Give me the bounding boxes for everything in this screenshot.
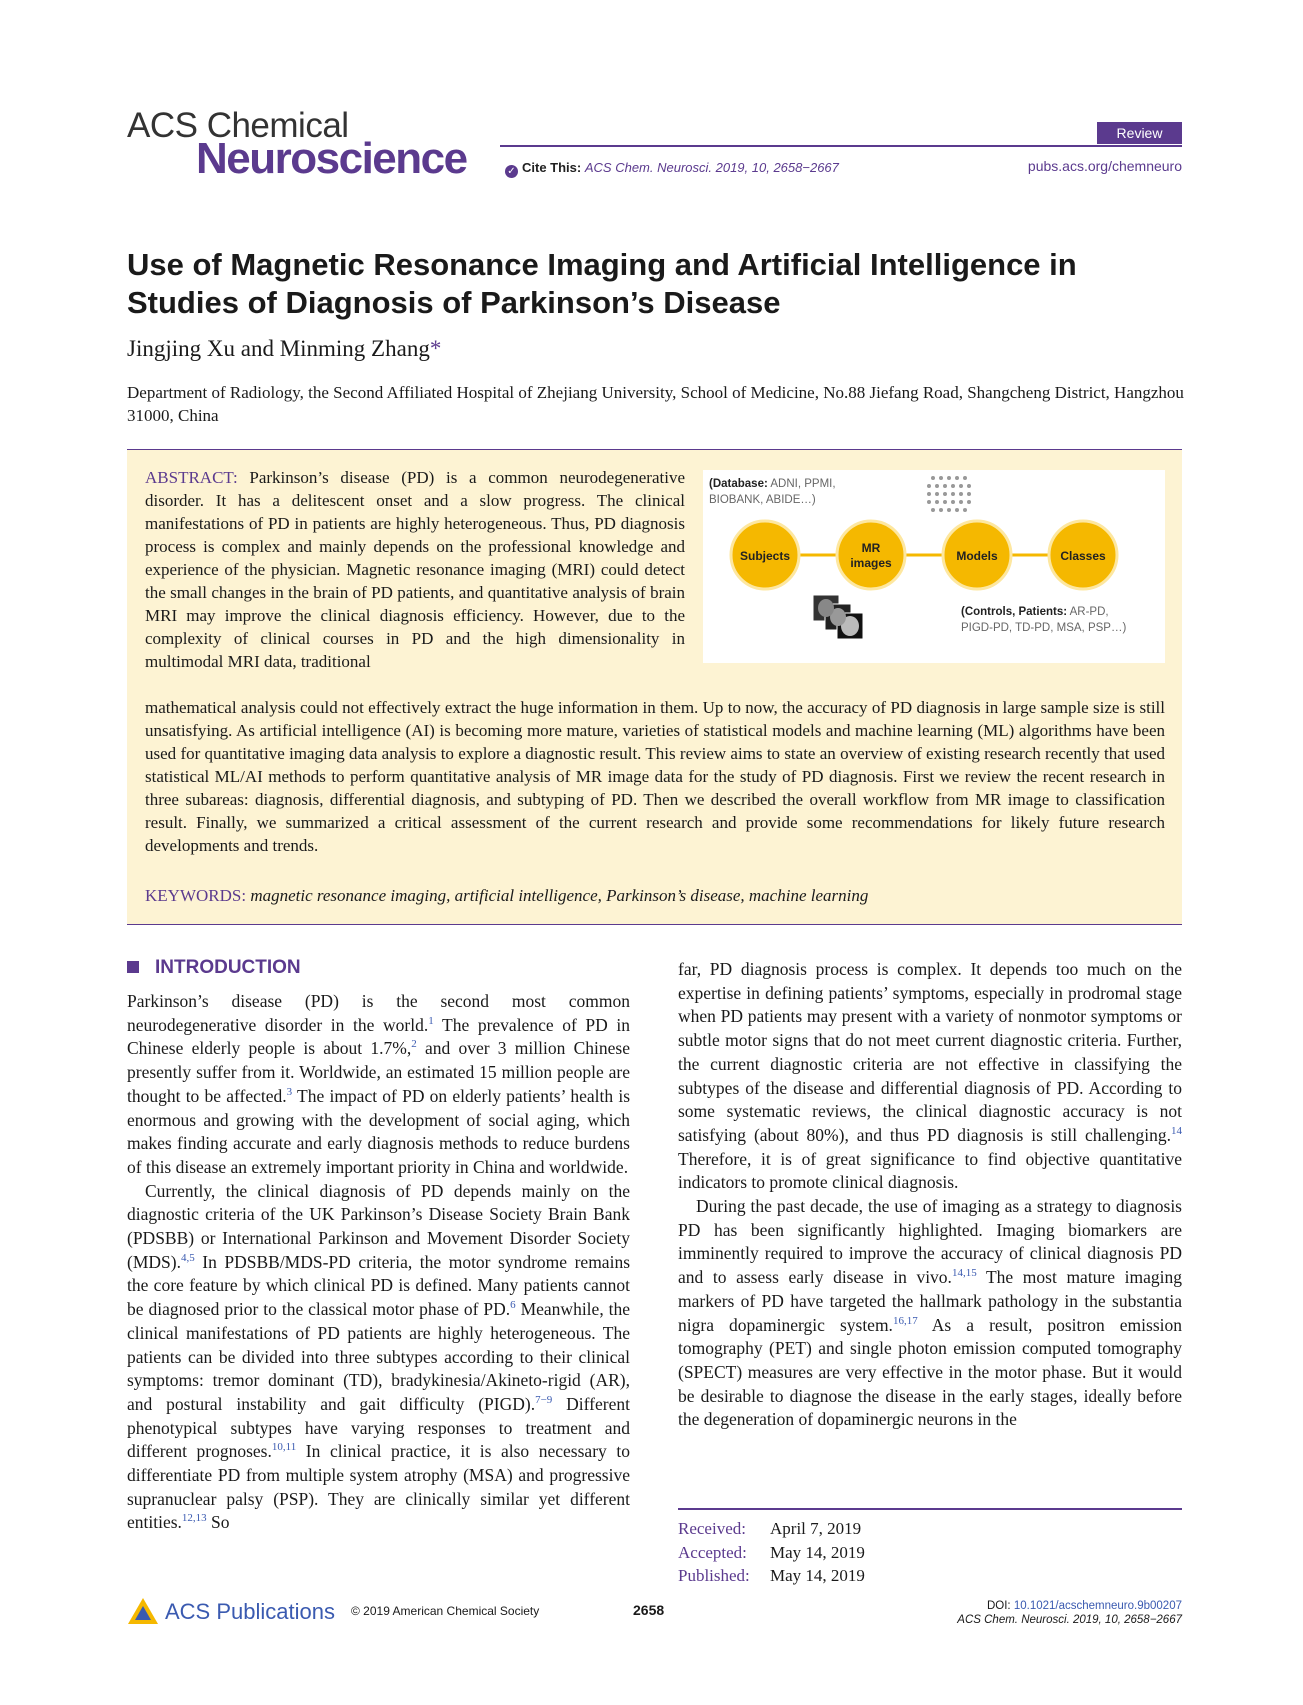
affiliation: Department of Radiology, the Second Affiliated Hospital of Zhejiang University, School of Medicine, No.88 Jiefang Road, Shangcheng District, Hangzhou 31000, China: [127, 383, 1184, 425]
classes-values: PIGD-PD, TD-PD, MSA, PSP…): [961, 622, 1127, 634]
body-column-right: [678, 958, 1182, 1432]
section-square-icon: [127, 961, 139, 973]
page-number: 2658: [633, 1602, 665, 1618]
database-label: (Database: ADNI, PPMI,: [709, 478, 836, 490]
classes-label: (Controls, Patients: AR-PD,: [961, 606, 1109, 618]
article-type-badge: Review: [1097, 122, 1182, 144]
citation-link[interactable]: 2: [411, 1038, 417, 1051]
article-dates: [678, 1517, 865, 1588]
citation-link[interactable]: 6: [510, 1299, 516, 1312]
cite-reference[interactable]: ACS Chem. Neurosci. 2019, 10, 2658−2667: [584, 160, 839, 175]
mri-slices-icon: [813, 595, 863, 639]
intro-paragraph-3: far, PD diagnosis process is complex. It depends too much on the expertise in defining patients’ symptoms, especially in prodromal stage when PD patients may present with a variety of nonmotor symptoms or subtle motor signs that do not meet current diagnostic criteria. Further, the current diagnostic criteria are not effective in classifying the subtypes of the disease and differential diagnosis of PD. According to some systematic reviews, the clinical diagnostic accuracy is not satisfying (about 80%), and thus PD diagnosis is still challenging.$^{14}$ Therefore, it is of great significance to find objective quantitative indicators to promote clinical diagnosis.: [678, 959, 1182, 1193]
node-images-label: images: [850, 556, 892, 570]
citation-link[interactable]: 16,17: [892, 1314, 918, 1327]
received-row: Received: April 7, 2019: [678, 1519, 862, 1538]
published-row: Published: May 14, 2019: [678, 1566, 865, 1585]
node-mr-label: MR: [861, 541, 881, 555]
dates-rule: [678, 1508, 1182, 1510]
cite-label: Cite This:: [522, 160, 582, 175]
section-heading-introduction: [127, 957, 301, 979]
citation-link[interactable]: 4,5: [180, 1251, 195, 1264]
cite-line[interactable]: [505, 160, 839, 178]
body-column-left: [127, 990, 630, 1535]
node-mr-images: [837, 521, 905, 589]
copyright: © 2019 American Chemical Society: [351, 1604, 540, 1618]
section-heading-text: INTRODUCTION: [155, 957, 301, 978]
citation-link[interactable]: 7−9: [535, 1394, 553, 1407]
keywords-label: KEYWORDS:: [145, 886, 247, 905]
journal-url-link[interactable]: pubs.acs.org/chemneuro: [1027, 158, 1182, 174]
authors-text: Jingjing Xu and Minming Zhang: [127, 336, 430, 361]
citation-link[interactable]: 10,11: [271, 1441, 297, 1454]
intro-paragraph-1: Parkinson’s disease (PD) is the second most common neurodegenerative disorder in the world.$^1$ The prevalence of PD in Chinese elderly people is about 1.7%,$^2$ and over 3 million Chinese presently suffer from it. Worldwide, an estimated 15 million people are thought to be affected.$^3$ The impact of PD on elderly patients’ health is enormous and growing with the development of social aging, which makes finding accurate and early diagnosis methods to reduce burdens of this disease an extremely important priority in China and worldwide.: [127, 991, 631, 1177]
keywords-values: magnetic resonance imaging, artificial intelligence, Parkinson’s disease, machine learning: [250, 886, 869, 905]
journal-name-line1: ACS Chemical: [127, 106, 349, 145]
keywords-line: [145, 886, 868, 906]
node-classes-label: Classes: [1060, 549, 1106, 563]
publisher-logo[interactable]: [127, 1597, 335, 1625]
intro-paragraph-2: Currently, the clinical diagnosis of PD depends mainly on the diagnostic criteria of the UK Parkinson’s Disease Society Brain Bank (PDSBB) or International Parkinson and Movement Disorder Society (MDS).$^{4,5}$ In PDSBB/MDS-PD criteria, the motor syndrome remains the core feature by which clinical PD is defined. Many patients cannot be diagnosed prior to the classical motor phase of PD.$^6$ Meanwhile, the clinical manifestations of PD patients are highly heterogeneous. The patients can be divided into three subtypes according to their clinical symptoms: tremor dominant (TD), bradykinesia/Akineto-rigid (AR), and postural instability and gait difficulty (PIGD).$^{7-9}$ Different phenotypical subtypes have varying responses to treatment and different prognoses.$^{10,11}$ In clinical practice, it is also necessary to differentiate PD from multiple system atrophy (MSA) and progressive supranuclear palsy (PSP). They are clinically similar yet different entities.$^{12,13}$ So: [127, 1180, 631, 1533]
abstract-text-1: Parkinson’s disease (PD) is a common neurodegenerative disorder. It has a delitescent onset and a slow progress. The clinical manifestations of PD in patients are highly heterogeneous. Thus, PD diagnosis process is complex and mainly depends on the professional knowledge and experience of the physician. Magnetic resonance imaging (MRI) could detect the small changes in the brain of PD patients, and quantitative analysis of brain MRI may improve the clinical diagnosis efficiency. However, due to the complexity of clinical courses in PD and the high dimensionality in multimodal MRI data, traditional: [145, 468, 685, 671]
citation-link[interactable]: 3: [286, 1085, 293, 1098]
node-subjects-label: Subjects: [739, 549, 791, 563]
citation-link[interactable]: 14,15: [951, 1267, 977, 1280]
doi-block: [957, 1599, 1182, 1627]
footer-citation: ACS Chem. Neurosci. 2019, 10, 2658−2667: [957, 1614, 1182, 1626]
journal-name-line2: Neuroscience: [196, 134, 467, 183]
citation-link[interactable]: 1: [428, 1014, 434, 1027]
database-values: BIOBANK, ABIDE…): [709, 494, 816, 506]
publisher-name: ACS Publications: [165, 1599, 335, 1624]
article-title: Use of Magnetic Resonance Imaging and Artificial Intelligence in Studies of Diagnosis of Parkinson’s Disease: [127, 247, 1077, 320]
abstract-part1: [145, 466, 685, 673]
node-models-label: Models: [956, 549, 998, 563]
citation-link[interactable]: 12,13: [181, 1512, 207, 1525]
acs-logo-icon: [127, 1597, 159, 1625]
abstract-label: ABSTRACT:: [145, 468, 238, 487]
author-list: [127, 336, 441, 362]
workflow-diagram: [703, 470, 1165, 663]
corresponding-author-mark[interactable]: *: [429, 336, 442, 361]
intro-paragraph-4: During the past decade, the use of imaging as a strategy to diagnosis PD has been significantly highlighted. Imaging biomarkers are imminently required to improve the accuracy of clinical diagnosis PD and to assess early disease in vivo.$^{14,15}$ The most mature imaging markers of PD have targeted the hallmark pathology in the substantia nigra dopaminergic system.$^{16,17}$ As a result, positron emission tomography (PET) and single photon emission computed tomography (SPECT) measures are very effective in the motor phase. But it would be desirable to diagnose the disease in the early stages, ideally before the degeneration of dopaminergic neurons in the: [678, 1196, 1183, 1430]
header-rule: [500, 145, 1182, 147]
cite-icon[interactable]: ✓: [505, 165, 518, 178]
toc-graphic: [703, 470, 1165, 663]
citation-link[interactable]: 14: [1171, 1125, 1182, 1138]
neural-network-icon: [927, 476, 971, 512]
doi-link[interactable]: 10.1021/acschemneuro.9b00207: [1013, 1600, 1182, 1612]
accepted-row: Accepted: May 14, 2019: [678, 1542, 865, 1562]
doi-line: DOI: 10.1021/acschemneuro.9b00207: [986, 1600, 1182, 1612]
abstract-part2: mathematical analysis could not effectively extract the huge information in them. Up to now, the accuracy of PD diagnosis in large sample size is still unsatisfying. As artificial intelligence (AI) is becoming more mature, varieties of statistical models and machine learning (ML) algorithms have been used for quantitative imaging data analysis to explore a diagnostic result. This review aims to state an overview of existing research recently that used statistical ML/AI methods to perform quantitative analysis of MR image data for the study of PD diagnosis. First we review the recent research in three subareas: diagnosis, differential diagnosis, and subtyping of PD. Then we described the overall workflow from MR image to classification result. Finally, we summarized a critical assessment of the current research and provide some recommendations for likely future research developments and trends.: [145, 698, 1165, 855]
